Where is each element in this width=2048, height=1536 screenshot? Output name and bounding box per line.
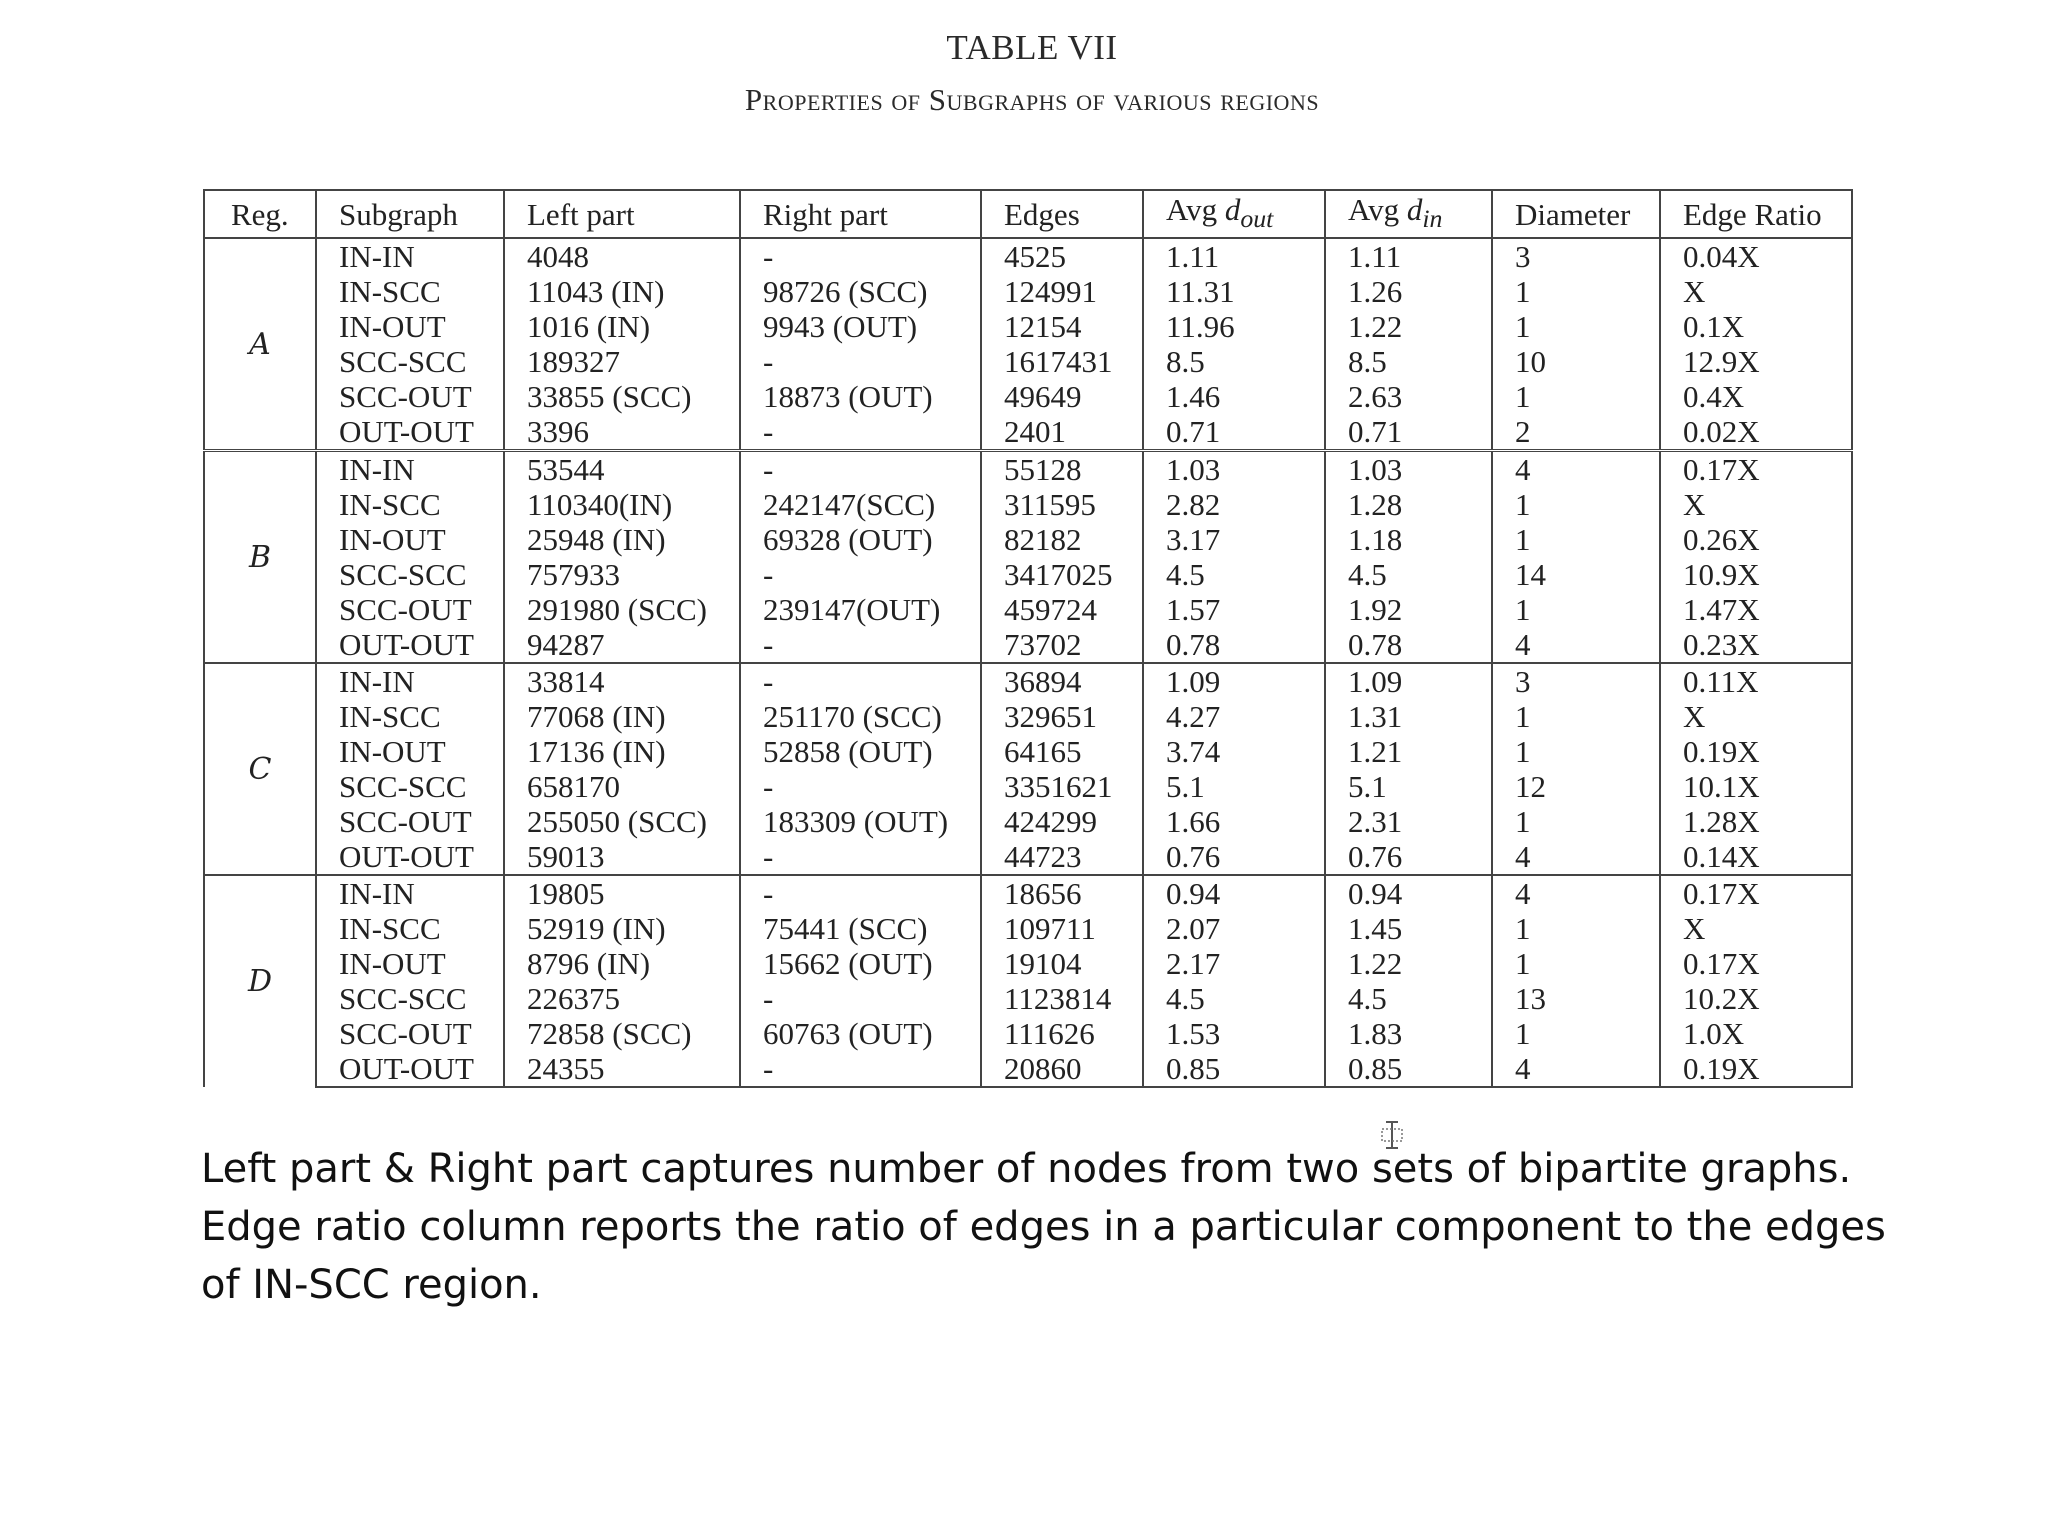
table-row xyxy=(204,1051,1852,1087)
region-label: D xyxy=(204,875,316,1087)
cell-subgraph: IN-SCC xyxy=(316,487,504,522)
cell-avg-dout: 1.03 xyxy=(1143,451,1325,488)
cell-subgraph: OUT-OUT xyxy=(316,839,504,875)
cell-subgraph: IN-OUT xyxy=(316,946,504,981)
cell-left-part: 226375 xyxy=(504,981,740,1016)
cell-avg-dout: 2.07 xyxy=(1143,911,1325,946)
header-subgraph: Subgraph xyxy=(316,190,504,238)
region-label: B xyxy=(204,451,316,664)
cell-left-part: 110340(IN) xyxy=(504,487,740,522)
cell-diameter: 3 xyxy=(1492,238,1660,274)
cell-left-part: 52919 (IN) xyxy=(504,911,740,946)
cell-right-part: - xyxy=(740,627,981,663)
cell-diameter: 1 xyxy=(1492,946,1660,981)
cell-avg-dout: 11.96 xyxy=(1143,309,1325,344)
table-title: TABLE VII xyxy=(946,28,1118,67)
cell-diameter: 1 xyxy=(1492,804,1660,839)
region-group xyxy=(204,238,1852,451)
cell-right-part: - xyxy=(740,557,981,592)
cell-diameter: 14 xyxy=(1492,557,1660,592)
cell-left-part: 77068 (IN) xyxy=(504,699,740,734)
cell-avg-din: 5.1 xyxy=(1325,769,1492,804)
cell-subgraph: SCC-SCC xyxy=(316,344,504,379)
cell-subgraph: IN-SCC xyxy=(316,699,504,734)
table-row xyxy=(204,238,1852,274)
cell-avg-dout: 11.31 xyxy=(1143,274,1325,309)
header-reg: Reg. xyxy=(204,190,316,238)
cell-right-part: 52858 (OUT) xyxy=(740,734,981,769)
cell-edge-ratio: 0.23X xyxy=(1660,627,1852,663)
cell-left-part: 8796 (IN) xyxy=(504,946,740,981)
cell-edge-ratio: 0.14X xyxy=(1660,839,1852,875)
table-row xyxy=(204,592,1852,627)
table-row xyxy=(204,769,1852,804)
table-row xyxy=(204,981,1852,1016)
table-container xyxy=(203,189,1851,1088)
cell-avg-dout: 0.71 xyxy=(1143,414,1325,451)
cell-edge-ratio: X xyxy=(1660,487,1852,522)
cell-avg-din: 0.71 xyxy=(1325,414,1492,451)
cell-avg-din: 1.18 xyxy=(1325,522,1492,557)
text-cursor-icon xyxy=(1380,1120,1404,1150)
region-group xyxy=(204,451,1852,664)
cell-edge-ratio: 0.19X xyxy=(1660,1051,1852,1087)
table-row xyxy=(204,699,1852,734)
cell-diameter: 1 xyxy=(1492,734,1660,769)
cell-diameter: 12 xyxy=(1492,769,1660,804)
cell-diameter: 1 xyxy=(1492,274,1660,309)
table-row xyxy=(204,487,1852,522)
cell-edge-ratio: 0.11X xyxy=(1660,663,1852,699)
cell-diameter: 1 xyxy=(1492,522,1660,557)
table-row xyxy=(204,804,1852,839)
cell-right-part: 75441 (SCC) xyxy=(740,911,981,946)
cell-avg-din: 0.76 xyxy=(1325,839,1492,875)
cell-edges: 424299 xyxy=(981,804,1143,839)
cell-avg-din: 1.22 xyxy=(1325,309,1492,344)
header-avg-din-prefix: Avg xyxy=(1348,192,1407,227)
cell-avg-din: 1.03 xyxy=(1325,451,1492,488)
cell-edges: 459724 xyxy=(981,592,1143,627)
table-row xyxy=(204,734,1852,769)
cell-subgraph: IN-IN xyxy=(316,663,504,699)
cell-subgraph: IN-SCC xyxy=(316,274,504,309)
cell-subgraph: IN-OUT xyxy=(316,522,504,557)
cell-right-part: 239147(OUT) xyxy=(740,592,981,627)
cell-subgraph: SCC-OUT xyxy=(316,804,504,839)
table-row xyxy=(204,414,1852,451)
cell-diameter: 1 xyxy=(1492,699,1660,734)
cell-avg-din: 1.11 xyxy=(1325,238,1492,274)
cell-edge-ratio: 1.28X xyxy=(1660,804,1852,839)
cell-diameter: 1 xyxy=(1492,487,1660,522)
cell-edges: 124991 xyxy=(981,274,1143,309)
cell-diameter: 4 xyxy=(1492,1051,1660,1087)
cell-diameter: 4 xyxy=(1492,839,1660,875)
header-avg-din-symbol: d xyxy=(1406,192,1423,227)
cell-diameter: 1 xyxy=(1492,379,1660,414)
cell-edges: 19104 xyxy=(981,946,1143,981)
cell-edges: 311595 xyxy=(981,487,1143,522)
cell-edges: 12154 xyxy=(981,309,1143,344)
cell-left-part: 658170 xyxy=(504,769,740,804)
table-row xyxy=(204,911,1852,946)
cell-right-part: - xyxy=(740,981,981,1016)
cell-left-part: 19805 xyxy=(504,875,740,911)
cell-avg-din: 1.83 xyxy=(1325,1016,1492,1051)
cell-left-part: 24355 xyxy=(504,1051,740,1087)
table-row xyxy=(204,1016,1852,1051)
cell-left-part: 757933 xyxy=(504,557,740,592)
cell-subgraph: SCC-SCC xyxy=(316,769,504,804)
cell-right-part: 18873 (OUT) xyxy=(740,379,981,414)
cell-diameter: 4 xyxy=(1492,627,1660,663)
table-row xyxy=(204,839,1852,875)
cell-avg-dout: 4.5 xyxy=(1143,557,1325,592)
cell-subgraph: IN-OUT xyxy=(316,309,504,344)
cell-right-part: - xyxy=(740,839,981,875)
cell-right-part: - xyxy=(740,875,981,911)
cell-diameter: 1 xyxy=(1492,1016,1660,1051)
cell-avg-dout: 1.57 xyxy=(1143,592,1325,627)
cell-edges: 4525 xyxy=(981,238,1143,274)
cell-right-part: 9943 (OUT) xyxy=(740,309,981,344)
header-right-part: Right part xyxy=(740,190,981,238)
cell-edges: 1123814 xyxy=(981,981,1143,1016)
cell-diameter: 1 xyxy=(1492,309,1660,344)
cell-edges: 36894 xyxy=(981,663,1143,699)
header-diameter: Diameter xyxy=(1492,190,1660,238)
cell-avg-din: 2.63 xyxy=(1325,379,1492,414)
cell-right-part: - xyxy=(740,451,981,488)
cell-edge-ratio: 0.17X xyxy=(1660,875,1852,911)
cell-edge-ratio: 0.17X xyxy=(1660,451,1852,488)
table-row xyxy=(204,875,1852,911)
cell-avg-din: 4.5 xyxy=(1325,981,1492,1016)
table-row xyxy=(204,309,1852,344)
caption-line-2: Edge ratio column reports the ratio of edges in a particular component to the edges xyxy=(201,1204,1886,1250)
cell-avg-dout: 4.5 xyxy=(1143,981,1325,1016)
header-avg-din-subscript: in xyxy=(1422,204,1443,234)
cell-edge-ratio: X xyxy=(1660,699,1852,734)
cell-avg-dout: 8.5 xyxy=(1143,344,1325,379)
cell-avg-din: 8.5 xyxy=(1325,344,1492,379)
header-left-part: Left part xyxy=(504,190,740,238)
cell-avg-din: 1.92 xyxy=(1325,592,1492,627)
cell-left-part: 94287 xyxy=(504,627,740,663)
header-row xyxy=(204,190,1852,238)
cell-edges: 55128 xyxy=(981,451,1143,488)
cell-left-part: 255050 (SCC) xyxy=(504,804,740,839)
cell-subgraph: IN-SCC xyxy=(316,911,504,946)
cell-avg-din: 1.22 xyxy=(1325,946,1492,981)
cell-right-part: - xyxy=(740,663,981,699)
cell-edge-ratio: 0.04X xyxy=(1660,238,1852,274)
header-edge-ratio: Edge Ratio xyxy=(1660,190,1852,238)
cell-avg-din: 0.78 xyxy=(1325,627,1492,663)
cell-subgraph: OUT-OUT xyxy=(316,414,504,451)
cell-right-part: 60763 (OUT) xyxy=(740,1016,981,1051)
cell-subgraph: IN-OUT xyxy=(316,734,504,769)
cell-edge-ratio: X xyxy=(1660,274,1852,309)
cell-subgraph: OUT-OUT xyxy=(316,1051,504,1087)
cell-right-part: - xyxy=(740,1051,981,1087)
cell-edge-ratio: 10.9X xyxy=(1660,557,1852,592)
cell-avg-dout: 3.17 xyxy=(1143,522,1325,557)
table-row xyxy=(204,557,1852,592)
cell-left-part: 17136 (IN) xyxy=(504,734,740,769)
table-row xyxy=(204,379,1852,414)
cell-edge-ratio: 12.9X xyxy=(1660,344,1852,379)
cell-avg-dout: 2.17 xyxy=(1143,946,1325,981)
header-avg-dout xyxy=(1143,190,1325,238)
cell-left-part: 4048 xyxy=(504,238,740,274)
cell-left-part: 291980 (SCC) xyxy=(504,592,740,627)
cell-right-part: - xyxy=(740,414,981,451)
cell-right-part: 251170 (SCC) xyxy=(740,699,981,734)
cell-avg-dout: 1.66 xyxy=(1143,804,1325,839)
header-avg-dout-subscript: out xyxy=(1240,204,1274,234)
cell-edges: 1617431 xyxy=(981,344,1143,379)
cell-edges: 18656 xyxy=(981,875,1143,911)
cell-avg-dout: 4.27 xyxy=(1143,699,1325,734)
cell-left-part: 11043 (IN) xyxy=(504,274,740,309)
cell-edges: 3351621 xyxy=(981,769,1143,804)
cell-right-part: - xyxy=(740,769,981,804)
cell-avg-dout: 0.94 xyxy=(1143,875,1325,911)
header-edges: Edges xyxy=(981,190,1143,238)
cell-avg-din: 0.85 xyxy=(1325,1051,1492,1087)
cell-subgraph: IN-IN xyxy=(316,451,504,488)
cell-avg-dout: 1.46 xyxy=(1143,379,1325,414)
cell-subgraph: IN-IN xyxy=(316,875,504,911)
cell-right-part: - xyxy=(740,238,981,274)
region-label: A xyxy=(204,238,316,451)
cell-edges: 49649 xyxy=(981,379,1143,414)
cell-edge-ratio: 0.02X xyxy=(1660,414,1852,451)
cell-subgraph: SCC-OUT xyxy=(316,1016,504,1051)
table-row xyxy=(204,663,1852,699)
cell-avg-din: 1.26 xyxy=(1325,274,1492,309)
cell-avg-din: 1.45 xyxy=(1325,911,1492,946)
cell-diameter: 1 xyxy=(1492,911,1660,946)
cell-edge-ratio: 1.47X xyxy=(1660,592,1852,627)
cell-subgraph: SCC-OUT xyxy=(316,592,504,627)
caption-line-1: Left part & Right part captures number of nodes from two sets of bipartite graphs. xyxy=(201,1146,1852,1192)
cell-avg-dout: 0.76 xyxy=(1143,839,1325,875)
cell-left-part: 33855 (SCC) xyxy=(504,379,740,414)
cell-avg-din: 4.5 xyxy=(1325,557,1492,592)
cell-edges: 2401 xyxy=(981,414,1143,451)
cell-subgraph: SCC-SCC xyxy=(316,557,504,592)
cell-subgraph: OUT-OUT xyxy=(316,627,504,663)
cell-edges: 44723 xyxy=(981,839,1143,875)
cell-left-part: 25948 (IN) xyxy=(504,522,740,557)
cell-avg-din: 1.21 xyxy=(1325,734,1492,769)
cell-diameter: 3 xyxy=(1492,663,1660,699)
cell-subgraph: SCC-SCC xyxy=(316,981,504,1016)
cell-right-part: 69328 (OUT) xyxy=(740,522,981,557)
cell-edge-ratio: 0.17X xyxy=(1660,946,1852,981)
cell-edge-ratio: X xyxy=(1660,911,1852,946)
region-label: C xyxy=(204,663,316,875)
cell-subgraph: IN-IN xyxy=(316,238,504,274)
cell-right-part: 15662 (OUT) xyxy=(740,946,981,981)
header-avg-dout-symbol: d xyxy=(1224,192,1241,227)
cell-avg-din: 1.09 xyxy=(1325,663,1492,699)
table-row xyxy=(204,627,1852,663)
cell-diameter: 2 xyxy=(1492,414,1660,451)
cell-edges: 111626 xyxy=(981,1016,1143,1051)
region-group xyxy=(204,875,1852,1087)
cell-avg-dout: 5.1 xyxy=(1143,769,1325,804)
cell-diameter: 1 xyxy=(1492,592,1660,627)
cell-avg-dout: 0.85 xyxy=(1143,1051,1325,1087)
cell-edges: 20860 xyxy=(981,1051,1143,1087)
cell-edge-ratio: 0.19X xyxy=(1660,734,1852,769)
cell-edges: 64165 xyxy=(981,734,1143,769)
cell-avg-dout: 1.11 xyxy=(1143,238,1325,274)
cell-edges: 3417025 xyxy=(981,557,1143,592)
cell-left-part: 33814 xyxy=(504,663,740,699)
cell-left-part: 53544 xyxy=(504,451,740,488)
table-row xyxy=(204,451,1852,488)
cell-edge-ratio: 1.0X xyxy=(1660,1016,1852,1051)
cell-right-part: - xyxy=(740,344,981,379)
cell-edges: 109711 xyxy=(981,911,1143,946)
cell-left-part: 1016 (IN) xyxy=(504,309,740,344)
cell-diameter: 4 xyxy=(1492,451,1660,488)
cell-edges: 73702 xyxy=(981,627,1143,663)
caption xyxy=(201,1140,1901,1314)
cell-subgraph: SCC-OUT xyxy=(316,379,504,414)
cell-edges: 82182 xyxy=(981,522,1143,557)
caption-line-3: of IN-SCC region. xyxy=(201,1262,542,1308)
cell-left-part: 189327 xyxy=(504,344,740,379)
cell-diameter: 10 xyxy=(1492,344,1660,379)
table-row xyxy=(204,274,1852,309)
cell-avg-dout: 3.74 xyxy=(1143,734,1325,769)
cell-right-part: 183309 (OUT) xyxy=(740,804,981,839)
cell-diameter: 13 xyxy=(1492,981,1660,1016)
cell-left-part: 72858 (SCC) xyxy=(504,1016,740,1051)
cell-edge-ratio: 10.1X xyxy=(1660,769,1852,804)
cell-diameter: 4 xyxy=(1492,875,1660,911)
header-avg-din xyxy=(1325,190,1492,238)
header-avg-dout-prefix: Avg xyxy=(1166,192,1225,227)
table-row xyxy=(204,522,1852,557)
cell-avg-din: 2.31 xyxy=(1325,804,1492,839)
cell-left-part: 59013 xyxy=(504,839,740,875)
region-group xyxy=(204,663,1852,875)
cell-right-part: 98726 (SCC) xyxy=(740,274,981,309)
table-row xyxy=(204,344,1852,379)
table-subtitle: Properties of Subgraphs of various regions xyxy=(744,82,1320,117)
cell-avg-dout: 1.09 xyxy=(1143,663,1325,699)
properties-table xyxy=(203,189,1853,1088)
cell-edges: 329651 xyxy=(981,699,1143,734)
cell-avg-din: 1.28 xyxy=(1325,487,1492,522)
cell-left-part: 3396 xyxy=(504,414,740,451)
cell-right-part: 242147(SCC) xyxy=(740,487,981,522)
cell-edge-ratio: 0.1X xyxy=(1660,309,1852,344)
cell-edge-ratio: 0.4X xyxy=(1660,379,1852,414)
cell-avg-dout: 1.53 xyxy=(1143,1016,1325,1051)
cell-avg-dout: 2.82 xyxy=(1143,487,1325,522)
cell-edge-ratio: 0.26X xyxy=(1660,522,1852,557)
table-row xyxy=(204,946,1852,981)
cell-avg-din: 1.31 xyxy=(1325,699,1492,734)
cell-avg-din: 0.94 xyxy=(1325,875,1492,911)
cell-avg-dout: 0.78 xyxy=(1143,627,1325,663)
cell-edge-ratio: 10.2X xyxy=(1660,981,1852,1016)
